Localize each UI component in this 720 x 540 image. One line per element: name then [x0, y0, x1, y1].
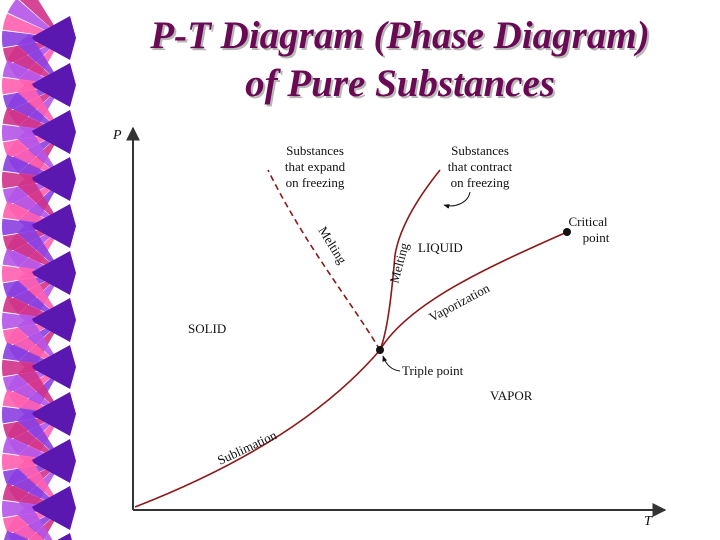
- contract-annotation-line-3: on freezing: [450, 175, 510, 190]
- contract-annotation-line-1: Substances: [451, 143, 509, 158]
- solid-region-label: SOLID: [188, 321, 227, 336]
- vaporization-label: Vaporization: [426, 280, 493, 325]
- expand-annotation: [285, 143, 346, 190]
- contract-leader-arrow: [444, 192, 470, 206]
- x-axis-label: T: [644, 514, 652, 529]
- triple-point-marker: [376, 346, 384, 354]
- expand-annotation-line-2: that expand: [284, 159, 346, 174]
- slide-title-line-2: of Pure Substances: [245, 62, 555, 105]
- melting-curve-expand: [268, 170, 380, 350]
- critical-point-marker: [563, 228, 571, 236]
- critical-annotation-line-1: Critical: [568, 214, 608, 229]
- slide-title-line-1: P-T Diagram (Phase Diagram): [150, 14, 650, 57]
- critical-annotation-line-2: point: [582, 230, 610, 245]
- melting-curve-contract: [380, 170, 440, 350]
- triple-point-label: Triple point: [402, 363, 464, 378]
- sublimation-curve: [135, 350, 380, 507]
- contract-annotation: [448, 143, 513, 190]
- critical-point-annotation: [569, 214, 610, 245]
- triple-point-leader-arrow: [383, 356, 400, 371]
- vapor-region-label: VAPOR: [490, 388, 533, 403]
- melting-expand-label: Melting: [315, 223, 350, 267]
- expand-annotation-line-3: on freezing: [285, 175, 345, 190]
- melting-contract-label: Melting: [386, 241, 412, 285]
- expand-annotation-line-1: Substances: [286, 143, 344, 158]
- contract-annotation-line-2: that contract: [447, 159, 513, 174]
- sublimation-label: Sublimation: [214, 427, 279, 468]
- y-axis-label: P: [113, 128, 122, 143]
- liquid-region-label: LIQUID: [418, 240, 463, 255]
